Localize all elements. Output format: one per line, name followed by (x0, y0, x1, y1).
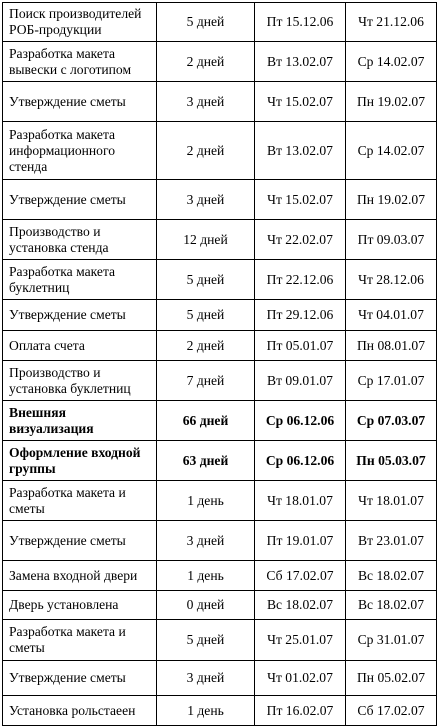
start-date-cell: Чт 18.01.07 (255, 481, 346, 521)
duration-cell: 2 дней (157, 122, 255, 180)
table-row (3, 361, 437, 401)
table-row (3, 331, 437, 361)
end-date-cell: Пн 05.02.07 (346, 661, 437, 696)
start-date-cell: Пт 16.02.07 (255, 696, 346, 726)
end-date-cell: Вс 18.02.07 (346, 591, 437, 620)
start-date-cell: Пт 22.12.06 (255, 260, 346, 300)
start-date-cell: Пт 15.12.06 (255, 3, 346, 42)
table-row (3, 42, 437, 82)
duration-cell: 2 дней (157, 42, 255, 82)
duration-cell: 1 день (157, 561, 255, 591)
duration-cell: 12 дней (157, 220, 255, 260)
end-date-cell: Пн 08.01.07 (346, 331, 437, 361)
task-name-cell: Разработка макета и сметы (3, 481, 157, 521)
table-row (3, 620, 437, 661)
task-schedule-body (3, 3, 437, 726)
task-name-cell: Производство и установка стенда (3, 220, 157, 260)
start-date-cell: Вс 18.02.07 (255, 591, 346, 620)
start-date-cell: Чт 15.02.07 (255, 180, 346, 220)
start-date-cell: Вт 13.02.07 (255, 42, 346, 82)
task-name-cell: Дверь установлена (3, 591, 157, 620)
table-row (3, 561, 437, 591)
duration-cell: 2 дней (157, 331, 255, 361)
end-date-cell: Ср 31.01.07 (346, 620, 437, 661)
start-date-cell: Чт 01.02.07 (255, 661, 346, 696)
duration-cell: 7 дней (157, 361, 255, 401)
task-name-cell: Утверждение сметы (3, 521, 157, 561)
table-row (3, 82, 437, 122)
table-row (3, 122, 437, 180)
end-date-cell: Ср 14.02.07 (346, 122, 437, 180)
duration-cell: 3 дней (157, 180, 255, 220)
task-name-cell: Оплата счета (3, 331, 157, 361)
end-date-cell: Чт 18.01.07 (346, 481, 437, 521)
start-date-cell: Пт 19.01.07 (255, 521, 346, 561)
end-date-cell: Ср 14.02.07 (346, 42, 437, 82)
table-row (3, 521, 437, 561)
task-name-cell: Утверждение сметы (3, 300, 157, 331)
task-schedule-table (2, 2, 437, 726)
table-row (3, 3, 437, 42)
end-date-cell: Вт 23.01.07 (346, 521, 437, 561)
table-row (3, 481, 437, 521)
end-date-cell: Пн 05.03.07 (346, 441, 437, 481)
table-row (3, 220, 437, 260)
start-date-cell: Ср 06.12.06 (255, 441, 346, 481)
end-date-cell: Ср 17.01.07 (346, 361, 437, 401)
table-row (3, 300, 437, 331)
table-row (3, 661, 437, 696)
end-date-cell: Вс 18.02.07 (346, 561, 437, 591)
duration-cell: 3 дней (157, 661, 255, 696)
duration-cell: 63 дней (157, 441, 255, 481)
end-date-cell: Чт 28.12.06 (346, 260, 437, 300)
end-date-cell: Пн 19.02.07 (346, 82, 437, 122)
task-name-cell: Разработка макета буклетниц (3, 260, 157, 300)
end-date-cell: Сб 17.02.07 (346, 696, 437, 726)
table-row (3, 696, 437, 726)
end-date-cell: Чт 04.01.07 (346, 300, 437, 331)
start-date-cell: Вт 09.01.07 (255, 361, 346, 401)
start-date-cell: Чт 15.02.07 (255, 82, 346, 122)
duration-cell: 1 день (157, 481, 255, 521)
task-name-cell: Поиск производителей РОБ-продукции (3, 3, 157, 42)
task-name-cell: Внешняя визуализация (3, 401, 157, 441)
end-date-cell: Пт 09.03.07 (346, 220, 437, 260)
start-date-cell: Сб 17.02.07 (255, 561, 346, 591)
start-date-cell: Ср 06.12.06 (255, 401, 346, 441)
table-row-summary (3, 401, 437, 441)
task-name-cell: Утверждение сметы (3, 82, 157, 122)
start-date-cell: Чт 22.02.07 (255, 220, 346, 260)
task-name-cell: Разработка макета информационного стенда (3, 122, 157, 180)
start-date-cell: Пт 05.01.07 (255, 331, 346, 361)
duration-cell: 5 дней (157, 260, 255, 300)
duration-cell: 66 дней (157, 401, 255, 441)
task-name-cell: Установка рольстаеен (3, 696, 157, 726)
start-date-cell: Вт 13.02.07 (255, 122, 346, 180)
duration-cell: 5 дней (157, 3, 255, 42)
duration-cell: 1 день (157, 696, 255, 726)
start-date-cell: Пт 29.12.06 (255, 300, 346, 331)
start-date-cell: Чт 25.01.07 (255, 620, 346, 661)
task-name-cell: Разработка макета вывески с логотипом (3, 42, 157, 82)
duration-cell: 3 дней (157, 82, 255, 122)
duration-cell: 3 дней (157, 521, 255, 561)
table-row (3, 260, 437, 300)
task-name-cell: Разработка макета и сметы (3, 620, 157, 661)
end-date-cell: Пн 19.02.07 (346, 180, 437, 220)
end-date-cell: Ср 07.03.07 (346, 401, 437, 441)
task-name-cell: Производство и установка буклетниц (3, 361, 157, 401)
end-date-cell: Чт 21.12.06 (346, 3, 437, 42)
duration-cell: 0 дней (157, 591, 255, 620)
table-row (3, 591, 437, 620)
duration-cell: 5 дней (157, 300, 255, 331)
table-row-summary (3, 441, 437, 481)
task-name-cell: Оформление входной группы (3, 441, 157, 481)
duration-cell: 5 дней (157, 620, 255, 661)
task-name-cell: Утверждение сметы (3, 661, 157, 696)
task-name-cell: Утверждение сметы (3, 180, 157, 220)
table-row (3, 180, 437, 220)
task-name-cell: Замена входной двери (3, 561, 157, 591)
